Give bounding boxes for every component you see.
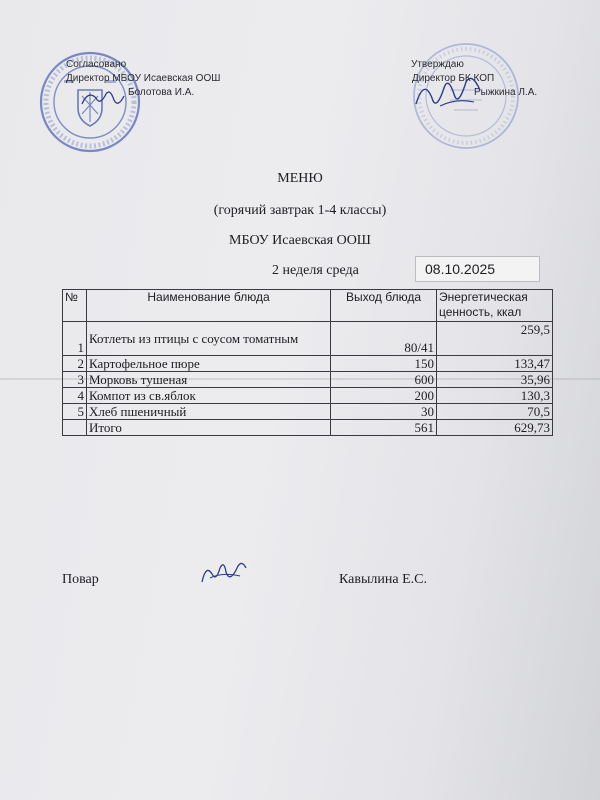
approval-right-position: Директор БК КОП <box>412 73 495 84</box>
table-total-row <box>63 420 553 436</box>
row-energy: 35,96 <box>437 372 553 388</box>
table-row <box>63 372 553 388</box>
table-row <box>63 404 553 420</box>
cook-label: Повар <box>62 572 99 587</box>
menu-title: МЕНЮ <box>277 171 323 186</box>
row-number: 2 <box>63 356 87 372</box>
header-yield: Выход блюда <box>331 290 437 322</box>
row-dish-name: Картофельное пюре <box>87 356 331 372</box>
row-number: 3 <box>63 372 87 388</box>
row-dish-name: Морковь тушеная <box>87 372 331 388</box>
header-dish-name: Наименование блюда <box>87 290 331 322</box>
table-header-row <box>63 290 553 322</box>
total-number-cell <box>63 420 87 436</box>
school-name: МБОУ Исаевская ООШ <box>229 233 371 248</box>
row-yield: 30 <box>331 404 437 420</box>
date-box: 08.10.2025 <box>415 256 540 282</box>
cook-signature <box>196 556 252 590</box>
header-energy: Энергетическая ценность, ккал <box>437 290 553 322</box>
row-yield: 200 <box>331 388 437 404</box>
row-yield: 80/41 <box>331 322 437 356</box>
row-yield: 600 <box>331 372 437 388</box>
row-yield: 150 <box>331 356 437 372</box>
row-number: 1 <box>63 322 87 356</box>
menu-table <box>62 289 553 436</box>
approval-left-position: Директор МБОУ Исаевская ООШ <box>66 73 221 84</box>
row-energy: 133,47 <box>437 356 553 372</box>
row-dish-name: Компот из св.яблок <box>87 388 331 404</box>
approval-left-label: Согласовано <box>66 59 127 70</box>
week-day: 2 неделя среда <box>272 263 359 278</box>
table-row <box>63 356 553 372</box>
table-row <box>63 322 553 356</box>
approver-signature <box>410 68 490 118</box>
row-number: 5 <box>63 404 87 420</box>
cook-name: Кавылина Е.С. <box>339 572 427 587</box>
row-number: 4 <box>63 388 87 404</box>
approval-left-name: Болотова И.А. <box>128 87 195 98</box>
total-yield: 561 <box>331 420 437 436</box>
header-number: № <box>63 290 87 322</box>
row-energy: 70,5 <box>437 404 553 420</box>
row-dish-name: Хлеб пшеничный <box>87 404 331 420</box>
table-row <box>63 388 553 404</box>
row-energy: 259,5 <box>437 322 553 356</box>
row-dish-name: Котлеты из птицы с соусом томатным <box>87 322 331 356</box>
row-energy: 130,3 <box>437 388 553 404</box>
approval-right-name: Рыжкина Л.А. <box>474 87 538 98</box>
director-signature <box>78 86 128 112</box>
approval-right-label: Утверждаю <box>411 59 464 70</box>
total-label: Итого <box>87 420 331 436</box>
menu-subtitle: (горячий завтрак 1-4 классы) <box>213 203 387 218</box>
total-energy: 629,73 <box>437 420 553 436</box>
